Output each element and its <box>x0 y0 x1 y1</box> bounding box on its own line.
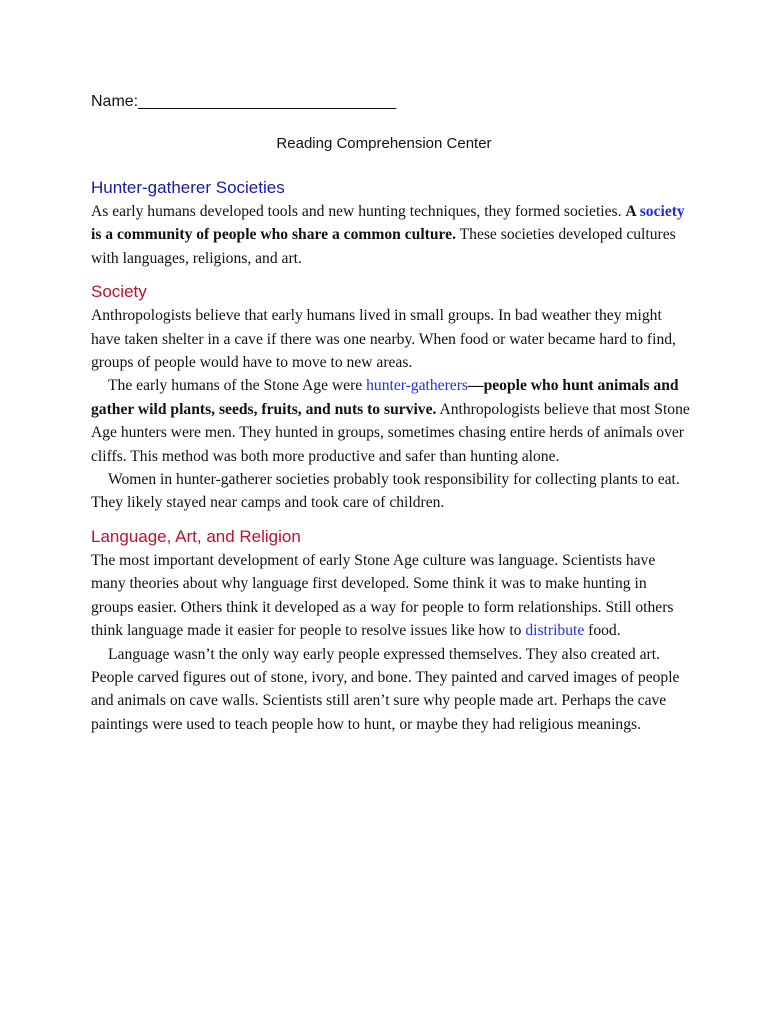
paragraph <box>91 374 691 468</box>
section-hunter-gatherer-societies <box>91 176 691 270</box>
reading-content <box>91 176 691 736</box>
bold-text: A <box>625 203 640 220</box>
vocab-keyword: hunter-gatherers <box>366 377 468 395</box>
section-society <box>91 280 691 515</box>
section-language-art-religion <box>91 525 691 736</box>
paragraph <box>91 549 691 643</box>
vocab-keyword: distribute <box>525 622 585 640</box>
text: These societies developed cultures with languages, religions, and art. <box>91 226 676 267</box>
paragraph: Women in hunter-gatherer societies probably took responsibility for collecting plants to eat. They likely stayed near camps and took care of children. <box>91 471 680 512</box>
page-title: Reading Comprehension Center <box>276 135 492 152</box>
section-heading: Language, Art, and Religion <box>91 526 301 546</box>
section-heading: Hunter-gatherer Societies <box>91 178 285 197</box>
paragraph: Language wasn’t the only way early people expressed themselves. They also created art. People carved figures out of stone, ivory, and bone. They painted and carved images of people and animals on cave walls. Scientists still aren’t sure why people made art. Perhaps the cave paintings were used to teach people how to hunt, or maybe they had religious meanings. <box>91 645 680 733</box>
text: The early humans of the Stone Age were <box>108 377 367 395</box>
text: The most important development of early Stone Age culture was language. Scientists have many theories about why language first developed. Some think it was to make hunting in groups easier. Others think it developed as a way for people to form relationships. Still others think language made it easier for people to resolve issues like how to <box>91 551 674 640</box>
paragraph <box>91 200 691 270</box>
vocab-keyword: society <box>639 203 685 220</box>
text: food. <box>584 622 621 640</box>
definition-text: —people who hunt animals and gather wild plants, seeds, fruits, and nuts to survive. <box>91 377 679 418</box>
section-heading: Society <box>91 282 147 302</box>
text: As early humans developed tools and new hunting techniques, they formed societies. <box>91 203 626 220</box>
paragraph: Anthropologists believe that early humans lived in small groups. In bad weather they might have taken shelter in a cave if there was one nearby. When food or water became hard to find, groups of people would have to move to new areas. <box>91 307 676 372</box>
definition-text: is a community of people who share a common culture. <box>91 226 456 244</box>
text: Anthropologists believe that most Stone Age hunters were men. They hunted in groups, sometimes chasing entire herds of animals over cliffs. This method was both more productive and safer than hunting alone. <box>91 400 690 465</box>
name-field-label: Name:_____________________________ <box>91 93 397 110</box>
